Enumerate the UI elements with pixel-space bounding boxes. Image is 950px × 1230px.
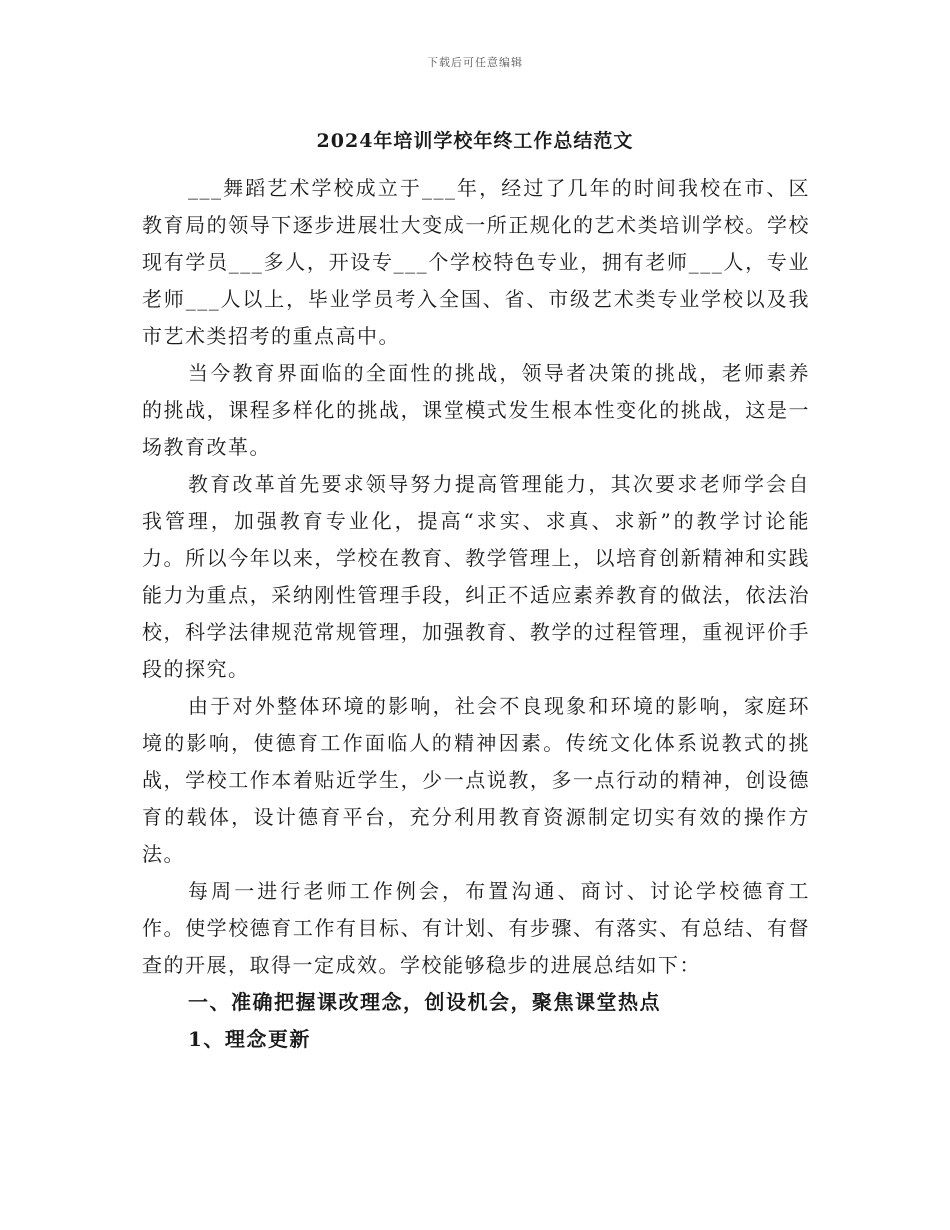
document-title: 2024年培训学校年终工作总结范文	[316, 130, 634, 152]
paragraph-reform: 教育改革首先要求领导努力提高管理能力，其次要求老师学会自我管理，加强教育专业化，提高“求实、求真、求新”的教学讨论能力。所以今年以来，学校在教育、教学管理上，以培育创新精神和实践能力为重点，采纳刚性管理手段，纠正不适应素养教育的做法，依法治校，科学法律规范常规管理，加强教育、教学的过程管理，重视评价手段的探究。	[142, 472, 810, 681]
section-heading-1: 一、准确把握课改理念，创设机会，聚焦课堂热点	[188, 990, 661, 1014]
document-body	[142, 170, 810, 1058]
paragraph-intro: ___舞蹈艺术学校成立于___年，经过了几年的时间我校在市、区教育局的领导下逐步进展壮大变成一所正规化的艺术类培训学校。学校现有学员___多人，开设专___个学校特色专业，拥有老师___人，专业老师___人以上，毕业学员考入全国、省、市级艺术类专业学校以及我市艺术类招考的重点高中。	[142, 176, 810, 348]
paragraph-environment: 由于对外整体环境的影响，社会不良现象和环境的影响，家庭环境的影响，使德育工作面临人的精神因素。传统文化体系说教式的挑战，学校工作本着贴近学生，少一点说教，多一点行动的精神，创设德育的载体，设计德育平台，充分利用教育资源制定切实有效的操作方法。	[142, 694, 810, 866]
header-note: 下载后可任意编辑	[427, 56, 523, 69]
paragraph-challenges: 当今教育界面临的全面性的挑战，领导者决策的挑战，老师素养的挑战，课程多样化的挑战，课堂模式发生根本性变化的挑战，这是一场教育改革。	[142, 361, 810, 459]
paragraph-weekly-meeting: 每周一进行老师工作例会，布置沟通、商讨、讨论学校德育工作。使学校德育工作有目标、有计划、有步骤、有落实、有总结、有督查的开展，取得一定成效。学校能够稳步的进展总结如下：	[142, 879, 810, 977]
subsection-heading-1: 1、理念更新	[188, 1027, 311, 1051]
